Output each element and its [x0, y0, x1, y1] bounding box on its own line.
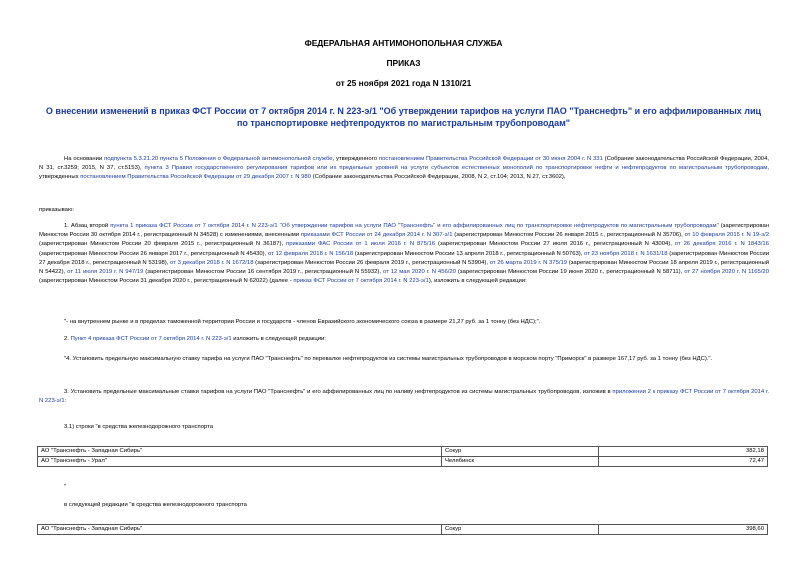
p1-link[interactable]: от 23 ноября 2018 г. N 1631/18 — [584, 250, 668, 257]
p1-link[interactable]: от 26 марта 2019 г. N 375/19 — [489, 259, 568, 266]
quote-close: " — [64, 484, 67, 490]
p1-text: (зарегистрирован Минюстом России 20 февраля 2015 г., регистрационный N 36187), — [39, 241, 287, 248]
p1-link[interactable]: от 12 мая 2020 г. N 456/20 — [382, 269, 456, 276]
paragraph-3 — [39, 388, 769, 406]
intro-link[interactable]: постановлением Правительства Российской Федерации от 30 июня 2004 г. N 331 — [378, 156, 603, 162]
intro-text: На основании — [64, 156, 105, 162]
p1-text: (зарегистрирован Минюстом России 19 июня 2020 г., регистрационный N 58711), — [455, 269, 685, 276]
intro-text: , утвержденных — [39, 165, 769, 181]
p1-text: (зарегистрирован Минюстом России 31 декабря 2020 г., регистрационный N 62022) (далее - — [39, 278, 294, 285]
p1-text: (зарегистрирован Минюстом России 26 января 2017 г., регистрационный N 45430), — [39, 250, 268, 257]
p1-text: ), изложить в следующей редакции: — [428, 278, 527, 285]
p1-text: (зарегистрирован Минюстом России 13 апреля 2018 г., регистрационный N 50763), — [353, 250, 585, 257]
table-cell: 382,18 — [599, 447, 768, 457]
p1-text: (зарегистрирован Минюстом России 30 октября 2014 г., регистрационный N 34528) с изменениями, внесенными — [39, 223, 770, 239]
p1-link[interactable]: от 27 ноября 2020 г. N 1165/20 — [684, 269, 769, 276]
p3-text: : — [64, 398, 67, 405]
document-type: ПРИКАЗ — [386, 58, 421, 68]
tariff-table-new — [37, 524, 768, 535]
new-edition-line: в следующей редакции "в средства железнодорожного транспорта — [64, 502, 247, 508]
table-row — [38, 447, 768, 457]
subitem-3-1: 3.1) строки "в средства железнодорожного транспорта — [64, 424, 214, 430]
p2-text: 2. — [64, 336, 71, 342]
quote-2: "4. Установить предельную максимальную ставку тарифа на услуги ПАО "Транснефть" по перевалке нефтепродуктов из системы магистральных трубопроводов в морском порту "Приморск" в размере 167,17 руб. за 1 тонну (без НДС).". — [64, 356, 713, 362]
title-link[interactable]: приказ ФСТ России от 7 октября 2014 г. N 223-э/1 "Об утверждении тарифов на услуги ПАО "Транснефть" и его аффилированных лиц по транспортировке нефтепродуктов по магистральным трубопроводам" — [159, 106, 762, 128]
agency-name: ФЕДЕРАЛЬНАЯ АНТИМОНОПОЛЬНАЯ СЛУЖБА — [304, 38, 503, 48]
p1-text: (зарегистрирован Минюстом России 18 апреля 2019 г., регистрационный N 54422), — [39, 259, 769, 276]
p1-text: 1. Абзац второй — [64, 223, 111, 229]
p1-text: (зарегистрирован Минюстом России 27 июля 2016 г., регистрационный N 43004), — [435, 241, 675, 248]
p2-link[interactable]: Пункт 4 приказа ФСТ России от 7 октября 2014 г. N 223-э/1 — [70, 336, 232, 342]
intro-link[interactable]: подпункта 5.3.21.20 пункта 5 Положения о Федеральной антимонопольной службе — [104, 156, 333, 162]
p1-link[interactable]: приказами ФАС России от 1 июля 2016 г. N 875/16 — [286, 241, 436, 248]
p1-link[interactable]: пункта 1 приказа ФСТ России от 7 октября 2014 г. N 223-э/1 "Об утверждении тарифов на услуги ПАО "Транснефть" и его аффилированных лиц по транспортировке нефтепродуктов по магистральным трубопроводам" — [110, 223, 719, 229]
table-row — [38, 457, 768, 467]
quote-1: "- на внутреннем рынке и в пределах таможенной территории России и государств - членов Евразийского экономического союза в размере 21,27 руб. за 1 тонну (без НДС);". — [64, 319, 541, 325]
document-title — [40, 105, 767, 129]
paragraph-1 — [39, 222, 769, 286]
p3-link[interactable]: приложении 2 к приказу ФСТ России от 7 октября 2014 г. N 223-э/1 — [39, 389, 769, 405]
intro-text: (Собрание законодательства Российской Федерации, 2004, N 31, ст.3259; 2015, N 37, ст.5153), — [39, 156, 769, 172]
p1-text: (зарегистрирован Минюстом России 26 января 2015 г., регистрационный N 35706), — [452, 232, 685, 239]
table-cell: Сокур — [442, 525, 599, 535]
document-date: от 25 ноября 2021 года N 1310/21 — [335, 78, 472, 88]
table-cell: АО "Транснефть - Урал" — [38, 457, 442, 467]
intro-text: (Собрание законодательства Российской Федерации, 2008, N 2, ст.104; 2013, N 27, ст.3602), — [310, 174, 566, 181]
intro-link[interactable]: постановлением Правительства Российской Федерации от 29 декабря 2007 г. N 980 — [80, 174, 311, 181]
p1-text: (зарегистрирован Минюстом России 16 сентября 2019 г., регистрационный N 55932), — [143, 269, 383, 276]
intro-paragraph — [39, 155, 769, 183]
table-cell: Сокур — [442, 447, 599, 457]
p1-link[interactable]: от 10 февраля 2015 г. N 19-э/2 — [684, 232, 769, 239]
table-cell: АО "Транснефть - Западная Сибирь" — [38, 525, 442, 535]
table-cell: АО "Транснефть - Западная Сибирь" — [38, 447, 442, 457]
table-row — [38, 525, 768, 535]
p1-text: (зарегистрирован Минюстом России 27 декабря 2018 г., регистрационный N 53198), — [39, 250, 769, 266]
p1-link[interactable]: приказами ФСТ России от 24 декабря 2014 г. N 307-э/1 — [300, 232, 453, 239]
table-cell: 72,47 — [599, 457, 768, 467]
p1-link[interactable]: от 26 декабря 2016 г. N 1843/16 — [674, 241, 769, 248]
table-cell: Челябинск — [442, 457, 599, 467]
p2-text: изложить в следующей редакции: — [231, 336, 326, 342]
p3-text: 3. Установить предельные максимальные ставки тарифов на услуги ПАО "Транснефть" и его аффилированных лиц по наливу нефтепродуктов из системы магистральных трубопроводов, изложив в — [64, 389, 613, 395]
p1-link[interactable]: от 3 декабря 2018 г. N 1672/18 — [170, 259, 254, 266]
p1-link[interactable]: от 11 июля 2019 г. N 947/19 — [67, 269, 144, 276]
tariff-table-old — [37, 446, 768, 467]
p1-link[interactable]: приказ ФСТ России от 7 октября 2014 г. N 223-э/1 — [293, 278, 429, 285]
order-word: приказываю: — [39, 207, 75, 213]
p1-text: (зарегистрирован Минюстом России 26 февраля 2019 г., регистрационный N 53904), — [253, 259, 490, 266]
table-cell: 398,60 — [599, 525, 768, 535]
intro-text: , утвержденного — [332, 156, 379, 162]
paragraph-2 — [39, 335, 769, 344]
title-prefix: О внесении изменений в — [45, 106, 160, 116]
intro-link[interactable]: пункта 3 Правил государственного регулирования тарифов или их предельных уровней на услуги субъектов естественных монополий по транспортировке нефти и нефтепродуктов по магистральным трубопроводам — [144, 165, 768, 172]
p1-link[interactable]: от 12 февраля 2018 г. N 156/18 — [267, 250, 354, 257]
